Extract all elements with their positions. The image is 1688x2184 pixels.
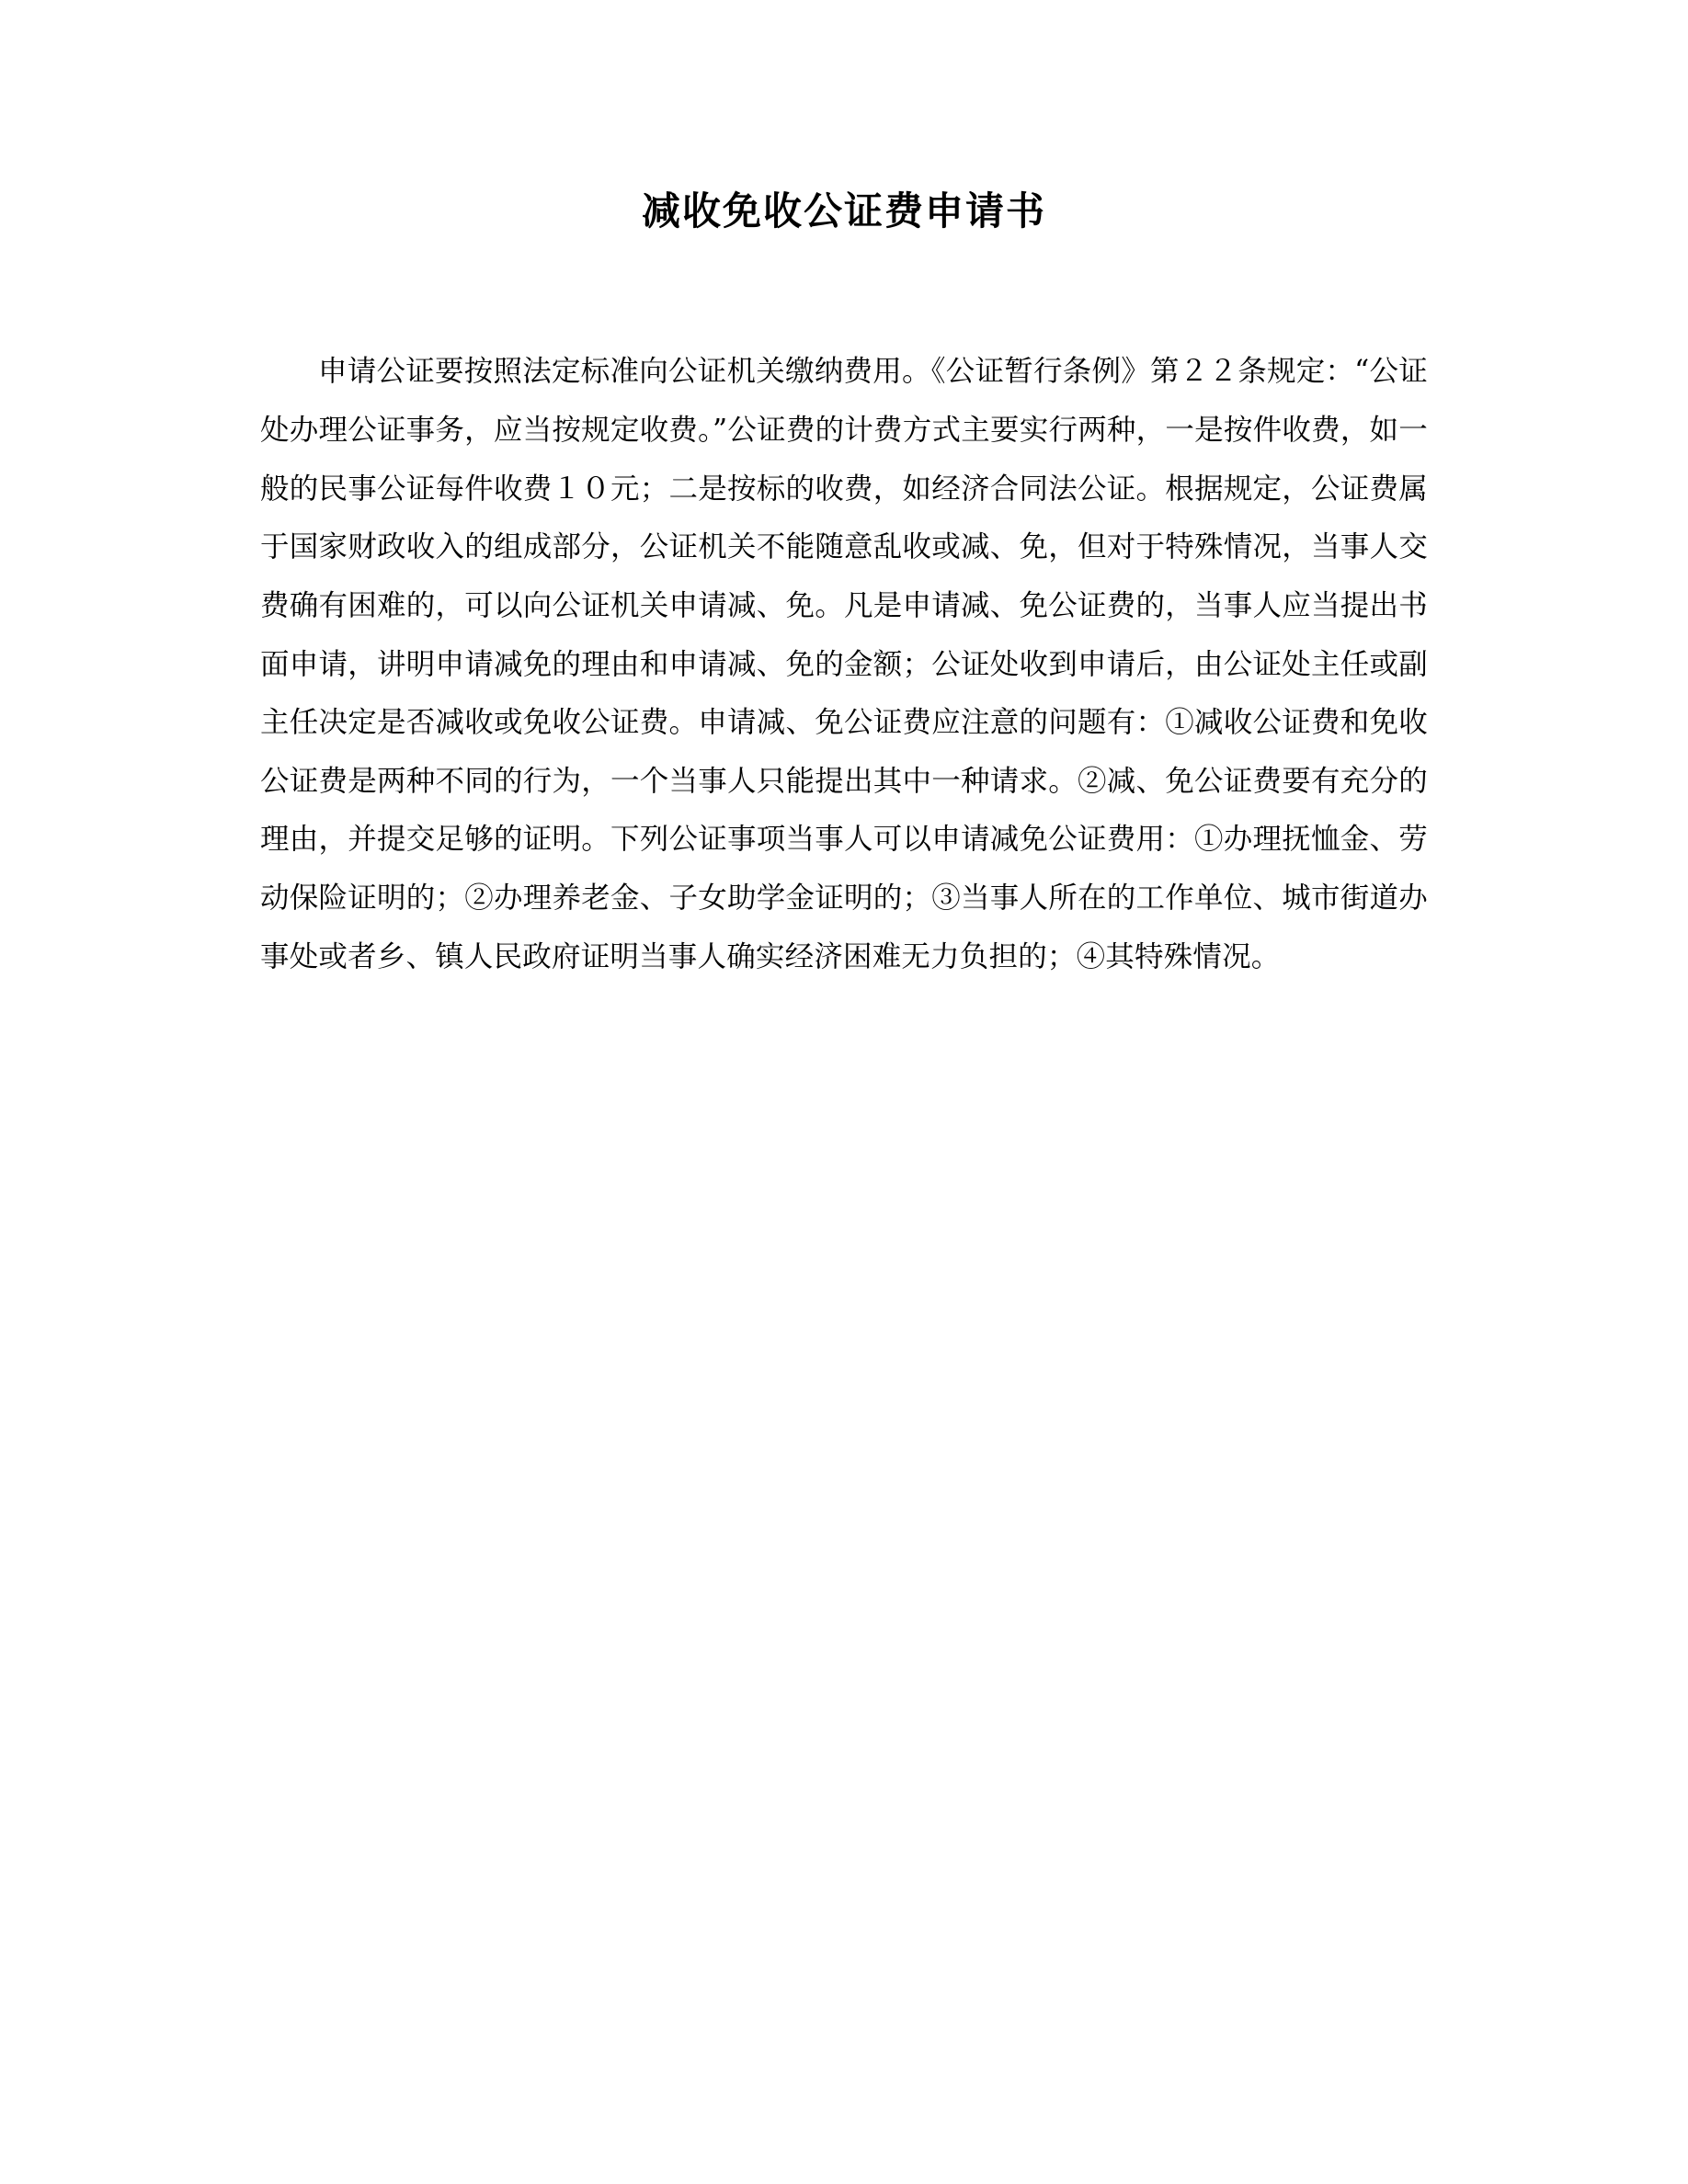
document-body — [260, 234, 1428, 986]
body-paragraph: 申请公证要按照法定标准向公证机关缴纳费用。《公证暂行条例》第２２条规定：“公证处办理公证事务，应当按规定收费。”公证费的计费方式主要实行两种，一是按件收费，如一般的民事公证每件收费１０元；二是按标的收费，如经济合同法公证。根据规定，公证费属于国家财政收入的组成部分，公证机关不能随意乱收或减、免，但对于特殊情况，当事人交费确有困难的，可以向公证机关申请减、免。凡是申请减、免公证费的，当事人应当提出书面申请，讲明申请减免的理由和申请减、免的金额；公证处收到申请后，由公证处主任或副主任决定是否减收或免收公证费。申请减、免公证费应注意的问题有：①减收公证费和免收公证费是两种不同的行为，一个当事人只能提出其中一种请求。②减、免公证费要有充分的理由，并提交足够的证明。下列公证事项当事人可以申请减免公证费用：①办理抚恤金、劳动保险证明的；②办理养老金、子女助学金证明的；③当事人所在的工作单位、城市街道办事处或者乡、镇人民政府证明当事人确实经济困难无力负担的；④其特殊情况。 — [260, 355, 1428, 973]
page-title: 减收免收公证费申请书 — [641, 188, 1046, 233]
